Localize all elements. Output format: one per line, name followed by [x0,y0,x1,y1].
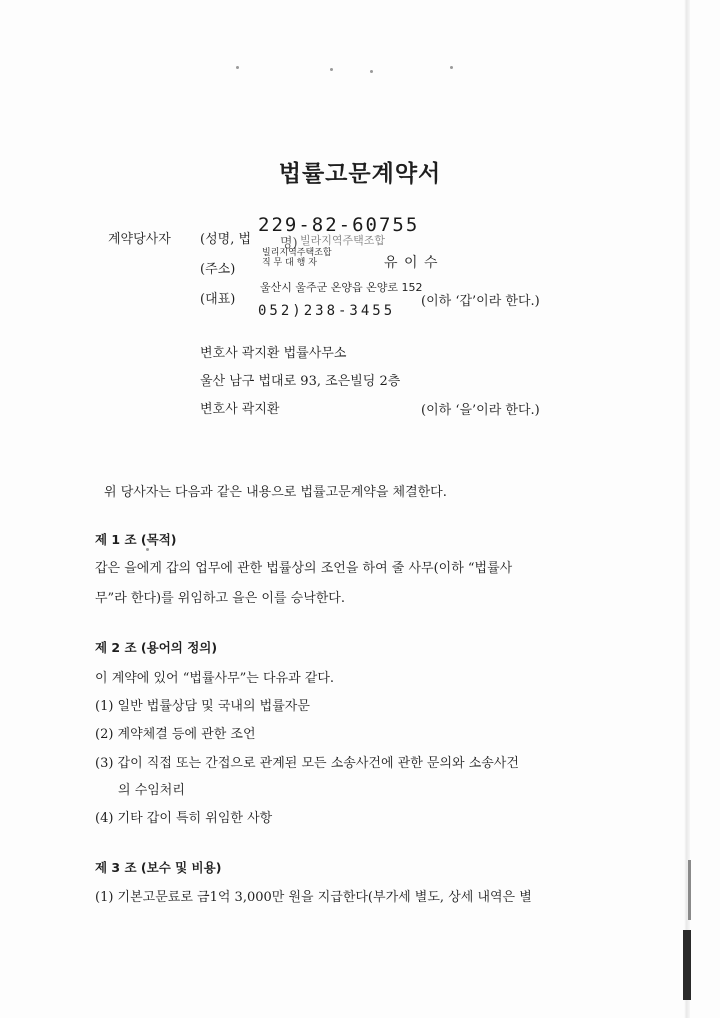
article-2-item-3: (3) 갑이 직접 또는 간접으로 관계된 모든 소송사건에 관한 문의와 소송사건 [95,756,519,771]
party-a-address: 울산시 울주군 온양읍 온양로 152 [260,281,423,294]
article-2-item-1: (1) 일반 법률상담 및 국내의 법률자문 [95,699,310,714]
article-3-item-1: (1) 기본고문료로 금1억 3,000만 원을 지급한다(부가세 별도, 상세 내역은 별 [95,890,532,905]
article-2-item-3-continued: 의 수임처리 [118,783,185,798]
party-a-phone: 052)238-3455 [258,303,396,319]
article-2-heading: 제 2 조 (용어의 정의) [95,640,218,655]
article-2-item-2: (2) 계약체결 등에 관한 조언 [95,727,256,742]
registration-number-stamp: 229-82-60755 [258,214,420,236]
party-a-name-faded: 빌라지역주택조합 [300,234,386,247]
article-1-line-2: 무”라 한다)를 위임하고 을은 이를 승낙한다. [95,591,345,606]
article-1-heading: 제 1 조 (목적) [95,532,177,547]
article-3-heading: 제 3 조 (보수 및 비용) [95,860,222,875]
scan-speck [146,548,149,551]
parties-label: 계약당사자 [108,232,171,247]
party-a-stamp [262,248,332,268]
article-1-line-1: 갑은 을에게 갑의 업무에 관한 법률상의 조언을 하여 줄 사무(이하 “법률사 [95,561,513,576]
party-a-rep-label: (대표) [200,292,236,307]
party-a-address-label: (주소) [200,262,236,277]
party-b-line-2: 울산 남구 법대로 93, 조은빌딩 2층 [200,374,401,389]
party-b-line-3: 변호사 곽지환 [200,402,280,417]
scan-speck [236,66,239,69]
preamble: 위 당사자는 다음과 같은 내용으로 법률고문계약을 체결한다. [104,485,447,500]
party-b-designation: (이하 ‘을’이라 한다.) [421,403,540,418]
party-a-representative: 유 이 수 [384,255,439,271]
party-a-name-label-tail: 명) [280,236,298,251]
party-a-name-label: (성명, 법 [200,232,252,247]
party-a-designation: (이하 ‘갑’이라 한다.) [421,294,540,309]
scan-edge-mark [683,930,691,1000]
party-b-line-1: 변호사 곽지환 법률사무소 [200,346,347,361]
scan-edge-mark [688,860,691,920]
scan-speck [330,68,333,71]
document-title: 법률고문계약서 [278,161,442,187]
stamp-line-1: 빌리지역주택조합 [262,248,332,258]
article-2-item-4: (4) 기타 갑이 특히 위임한 사항 [95,811,273,826]
scan-speck [450,66,453,69]
stamp-line-2: 직 무 대 행 자 [262,258,317,268]
article-2-line-1: 이 계약에 있어 “법률사무”는 다유과 같다. [95,671,335,686]
scan-speck [370,70,373,73]
